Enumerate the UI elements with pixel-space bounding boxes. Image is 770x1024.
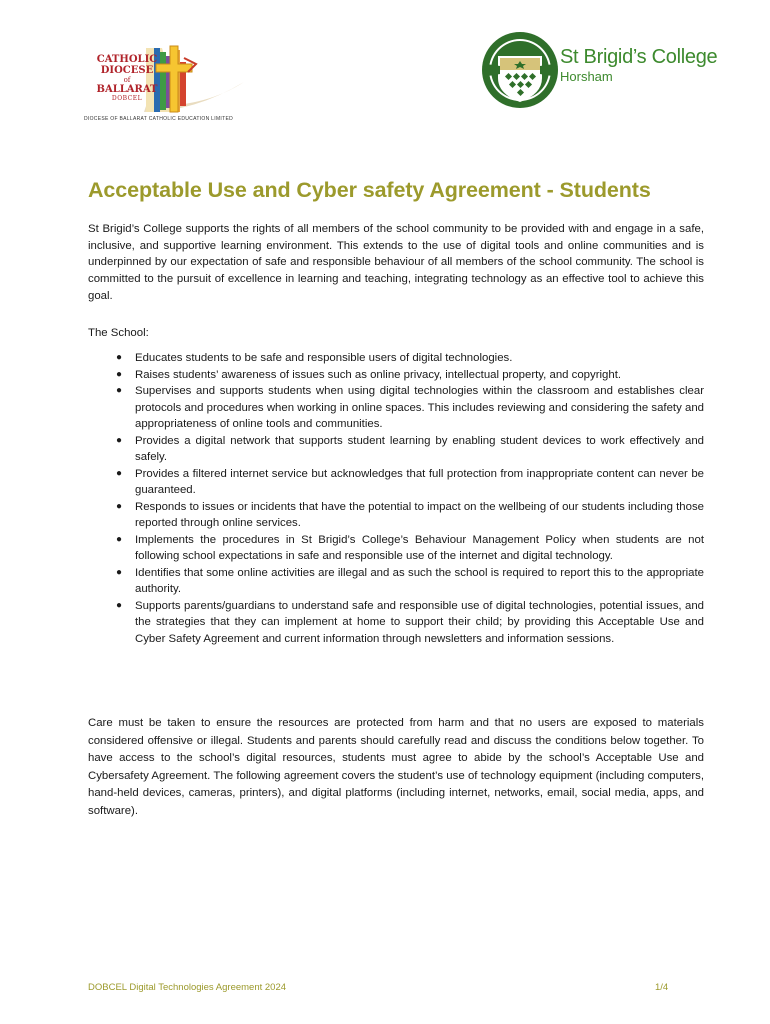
bullet-icon: ● (116, 352, 123, 363)
list-item: ● Implements the procedures in St Brigid’s College’s Behaviour Management Policy when students are not following school expectations in safe and responsible use of the internet and digital technology. (116, 533, 704, 562)
list-item: ● Responds to issues or incidents that have the potential to impact on the wellbeing of our students including those reported through online services. (116, 500, 704, 529)
diocese-subtitle: DIOCESE OF BALLARAT CATHOLIC EDUCATION LIMITED (84, 116, 234, 122)
bullet-icon: ● (116, 566, 123, 578)
bullet-icon: ● (116, 467, 123, 479)
list-item: ● Identifies that some online activities are illegal and as such the school is required to report this to the appropriate authority. (116, 566, 704, 595)
bullet-icon: ● (116, 368, 123, 380)
intro-paragraph: St Brigid’s College supports the rights of all members of the school community to be provided with and engage in a safe, inclusive, and supportive learning environment. This extends to the use of digital tools and online communities and is underpinned by our expectation of safe and responsible behaviour of all members of the school community. The school is committed to the pursuit of excellence in learning and teaching, integrating technology as an effective tool to achieve this goal. (88, 223, 704, 302)
bullet-icon: ● (116, 599, 123, 611)
list-item: ● Raises students’ awareness of issues such as online privacy, intellectual property, and copyright. (88, 367, 704, 384)
college-town: Horsham (560, 69, 613, 84)
college-crest-icon (480, 26, 560, 126)
diocese-wordmark: CATHOLIC DIOCESE of BALLARAT DOBCEL (96, 54, 158, 102)
list-item: ● Supports parents/guardians to understand safe and responsible use of digital technologies, potential issues, and the strategies that they can implement at home to support their child; by providing this Acceptable Use and Cyber Safety Agreement and current information through newsletters and information sessions. (116, 599, 704, 645)
bullet-icon: ● (116, 434, 123, 446)
college-name: St Brigid’s College (560, 46, 718, 68)
list-item: ● Provides a filtered internet service but acknowledges that full protection from inappropriate content can never be guaranteed. (116, 467, 704, 496)
school-label: The School: (88, 327, 149, 339)
page-title: Acceptable Use and Cyber safety Agreement - Students (88, 178, 651, 202)
diocese-logo (84, 42, 264, 126)
bullet-icon: ● (116, 385, 123, 396)
footer-document-name: DOBCEL Digital Technologies Agreement 2024 (88, 982, 287, 993)
school-commitments-list (88, 350, 704, 647)
list-item: ● Supervises and supports students when using digital technologies within the classroom and establishes clear protocols and procedures when working in online spaces. This includes reviewing and considering the safety and appropriateness of online tools and communities. (116, 385, 704, 430)
bullet-icon: ● (116, 533, 123, 545)
list-item: ● Educates students to be safe and responsible users of digital technologies. (88, 350, 704, 367)
bullet-icon: ● (116, 500, 123, 512)
college-logo (480, 26, 730, 126)
footer-page-number: 1/4 (655, 982, 669, 993)
closing-paragraph: Care must be taken to ensure the resources are protected from harm and that no users are exposed to materials considered offensive or illegal. Students and parents should carefully read and discuss the conditions below together. To have access to the school’s digital resources, students must agree to abide by the school’s Acceptable Use and Cybersafety Agreement. The following agreement covers the student’s use of technology equipment (including computers, hand-held devices, cameras, printers), and digital platforms (including internet, networks, email, social media, apps, and software). (88, 717, 704, 817)
list-item: ● Provides a digital network that supports student learning by enabling student devices to work effectively and safely. (116, 434, 704, 463)
